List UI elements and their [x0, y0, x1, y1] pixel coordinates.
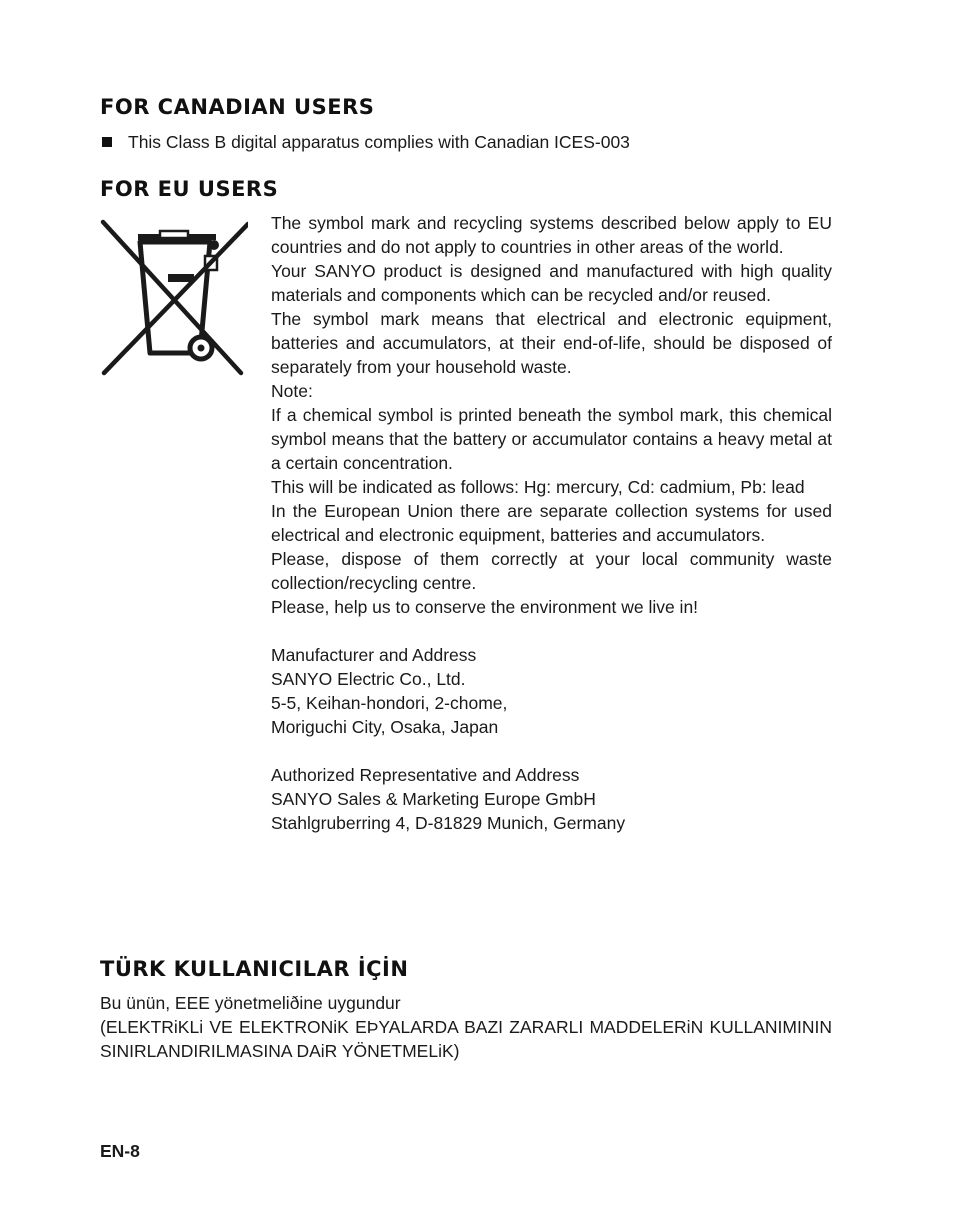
turkish-compliance-text [100, 991, 832, 1063]
canadian-compliance-text: This Class B digital apparatus complies with Canadian ICES-003 [128, 132, 630, 152]
eu-paragraph: The symbol mark and recycling systems described below apply to EU countries and do not apply to countries in other areas of the world. [271, 213, 832, 257]
canadian-compliance-bullet [102, 130, 630, 154]
manufacturer-address-block [271, 643, 832, 739]
eu-users-heading: FOR EU USERS [100, 177, 279, 201]
eu-paragraph: Please, dispose of them correctly at your local community waste collection/recycling centre. [271, 549, 832, 593]
eu-recycling-text [271, 211, 832, 835]
crossed-out-wheeled-bin-icon [100, 218, 248, 378]
turkish-line: (ELEKTRiKLi VE ELEKTRONiK EÞYALARDA BAZI ZARARLI MADDELERiN KULLANIMININ SINIRLANDIRILMASINA DAiR YÖNETMELiK) [100, 1017, 832, 1061]
square-bullet-icon [102, 137, 112, 147]
representative-line: SANYO Sales & Marketing Europe GmbH [271, 789, 596, 809]
eu-paragraph: Your SANYO product is designed and manufactured with high quality materials and components which can be recycled and/or reused. [271, 261, 832, 305]
canadian-users-heading: FOR CANADIAN USERS [100, 95, 375, 119]
eu-note-label: Note: [271, 381, 313, 401]
manufacturer-line: Moriguchi City, Osaka, Japan [271, 717, 499, 737]
representative-address-block [271, 763, 832, 835]
manufacturer-line: Manufacturer and Address [271, 645, 477, 665]
eu-paragraph: In the European Union there are separate collection systems for used electrical and electronic equipment, batteries and accumulators. [271, 501, 832, 545]
manufacturer-line: 5-5, Keihan-hondori, 2-chome, [271, 693, 508, 713]
turkish-line: Bu ünün, EEE yönetmeliðine uygundur [100, 993, 401, 1013]
page-number: EN-8 [100, 1141, 140, 1161]
representative-line: Authorized Representative and Address [271, 765, 580, 785]
representative-line: Stahlgruberring 4, D-81829 Munich, Germany [271, 813, 626, 833]
eu-paragraph: The symbol mark means that electrical and electronic equipment, batteries and accumulators, at their end-of-life, should be disposed of separately from your household waste. [271, 309, 832, 377]
turkish-users-heading: TÜRK KULLANICILAR İÇİN [100, 957, 409, 981]
eu-paragraph: Please, help us to conserve the environment we live in! [271, 597, 699, 617]
manufacturer-line: SANYO Electric Co., Ltd. [271, 669, 466, 689]
eu-paragraph: If a chemical symbol is printed beneath the symbol mark, this chemical symbol means that the battery or accumulator contains a heavy metal at a certain concentration. [271, 405, 832, 473]
eu-paragraph: This will be indicated as follows: Hg: mercury, Cd: cadmium, Pb: lead [271, 477, 805, 497]
